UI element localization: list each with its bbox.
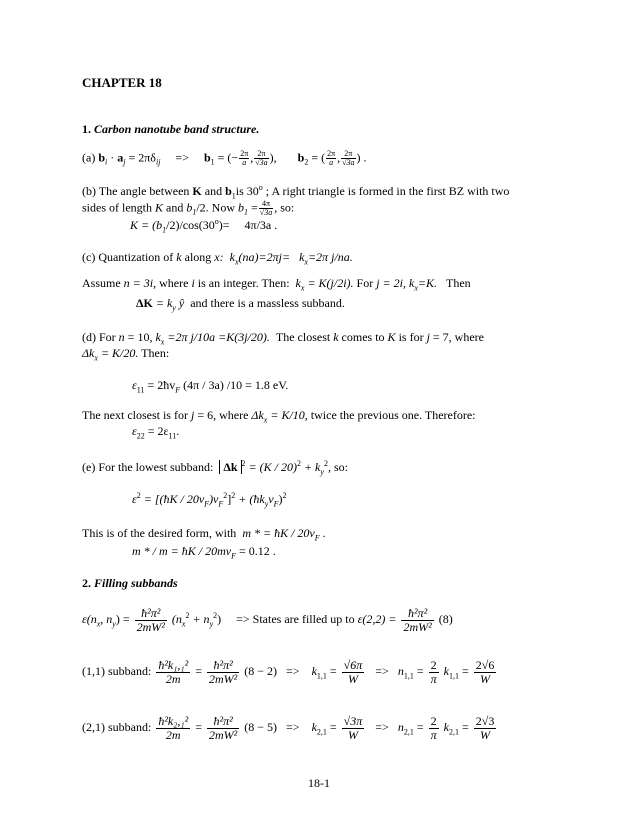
subband-2-1-equation: (2,1) subband: $\frac{\text{ħ²k₂,₁²}}{2m}$ = $\frac{\text{ħ²π²}}{\text{2mW²}}$ (8 − 5) => $k_{2,1}$ = $\frac{√3\pi}{W}$ => $n_{2,1}$ = $\frac{2}{\pi}$ $k_{2,1}$ = $\frac{2√3}{W}$ [82,713,495,742]
part-e-mass-ratio: m * / m = ħK / $20mv_F = 0.12$ . [132,544,276,561]
section2-energy-equation: $\varepsilon(n_x$, $n_y$) = $\frac{\text{ħ²π²}}{\text{2mW²}}$ $(n_x^2 + n_y^2)$ => States are filled up to ε(2,2) = $\frac{\text{ħ²π²}}{\text{2mW²}}$ (8) [82,605,453,634]
section2-heading: 2. Filling subbands [82,576,178,590]
page-number: 18-1 [308,776,330,790]
part-d-next-line: The next closest is for j = 6, where $\Delta k_x = K/10$, twice the previous one. Therefore: [82,408,476,425]
part-c-line2: Assume n = 3i, where i is an integer. Then: $k_x = K(j/2i)$. For j = 2i, $k_x=K$. Then [82,276,471,293]
part-b-line1: (b) The angle between K and $b_1is$ 30$^o$ ; A right triangle is formed in the first BZ with two [82,183,510,201]
part-a-equation: (a) $b_i \cdot a_j = 2\pi\delta_{ij}$ => $b_1$ = (− $\frac{2\pi}{a}$ , $\frac{2\pi}{√3a}$ ), $b_2$ = ( $\frac{2\pi}{a}$ , $\frac{2\pi}{√3a}$ ) . [82,149,367,167]
part-d-line2: $\Delta k_x = K/20$. Then: [82,346,170,363]
part-d-eps11-equation: $\varepsilon_{11}$ = $2ħv_F$ (4π / 3a) /10 = 1.8 eV. [132,378,289,395]
part-b-line3: $K = (b_1/2)/\cos(30^o)=$ 4π/3a . [130,217,278,235]
subband-1-1-equation: (1,1) subband: $\frac{\text{ħ²k₁,₁²}}{2m}$ = $\frac{\text{ħ²π²}}{\text{2mW²}}$ (8 − 2) => $k_{1,1}$ = $\frac{√6\pi}{W}$ => $n_{1,1}$ = $\frac{2}{\pi}$ $k_{1,1}$ = $\frac{2√6}{W}$ [82,657,495,686]
part-d-line1: (d) For n = 10, $k_x =2\pi$ j/10a =K(3j/20). The closest k comes to K is for j = 7, where [82,330,484,347]
part-c-line3: $\Delta K = k_y$ ŷ and there is a massless subband. [136,296,345,313]
part-d-eps22: $\varepsilon_{22} = 2\varepsilon_{11}$. [132,424,180,441]
part-e-line1: (e) For the lowest subband: Δk $^2 = (K / 20)^2 + k_y^2$, so: [82,459,348,477]
chapter-title: CHAPTER 18 [82,75,162,90]
part-e-energy-equation: $\varepsilon^2$ = [(ħK / $20v_F)v_F^2]^2$ + $(ħk_yv_F)^2$ [132,491,287,509]
part-e-form-line: This is of the desired form, with m * = ħK / $20v_F$ . [82,526,326,543]
section1-heading: 1. Carbon nanotube band structure. [82,122,260,136]
part-b-line2: sides of length K and $b_1/2$. Now $b_1$ = $\frac{4\pi}{√3a}$ , so: [82,199,295,217]
part-c-line1: (c) Quantization of k along x: $k_x(na)=2\pi j=$ $k_x=2\pi$ j/na. [82,250,353,267]
